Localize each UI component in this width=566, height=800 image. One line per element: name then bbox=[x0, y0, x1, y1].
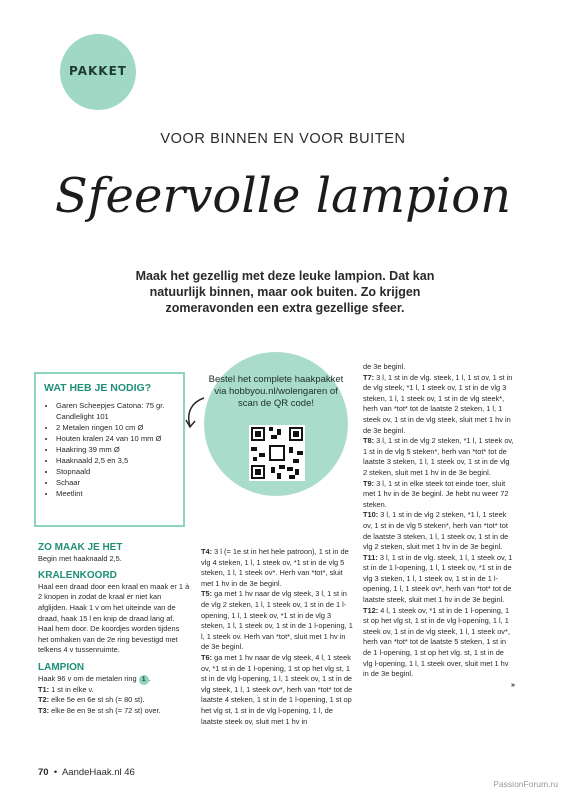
page-title: Sfeervolle lampion bbox=[54, 168, 512, 224]
round-text: 3 l, 1 st in elke steek tot einde toer, sluit met 1 hv in de 3e beginl. Je hebt nu weer 72 steken. bbox=[363, 478, 509, 509]
round-text: Haak 96 v om de metalen ring bbox=[38, 673, 137, 683]
list-item: • Garen Scheepjes Catona: 75 gr. Candlelight 101 bbox=[56, 400, 177, 422]
round-label: T11: bbox=[363, 552, 378, 562]
round-text: 3 l, 1 st in de vlg. steek, 1 l, 1 st ov, 1 st in de vlg steek, *1 l, 1 steek ov, 1 st in de vlg 3 steken, 1 l, 1 steek ov, 1 st in de vlg steek*, herh van *tot* tot de laatste 2 steken, 1 l, 1 steek ov, 1 st in de vlg steek, sluit met 1 hv in de 3e beginl. bbox=[363, 372, 513, 435]
paragraph: Haal een draad door een kraal en maak er 1 à 2 knopen in zodat de kraal er niet kan afglijden. Haak 1 v om het uiteinde van de draad, haak 15 l en knip de draad lang af. Haal hem door. De koordjes worden tijdens het omhaken van de 2e ring bevestigd met telkens 4 v tussenruimte. bbox=[38, 581, 190, 655]
step-badge: 1 bbox=[139, 675, 149, 685]
paragraph bbox=[201, 653, 353, 727]
round-label: T1: bbox=[38, 684, 50, 694]
paragraph bbox=[38, 695, 190, 706]
round-text: ga met 1 hv naar de vlg steek, 4 l, 1 steek ov, *1 st in de 1 l-opening, 1 st op het vlg st, 1 st in de vlg l-opening, 1 l, 1 steek ov, 1 st in de vlg steek, 1 l, 1 steek ov*, herh van *tot* tot de laatste 4 steken, 1 st in de 1 l-opening, 1 st op het vlg st, 1 st in de vlg l-opening, 1 l, de laatste steek ov, sluit met 1 hv in bbox=[201, 652, 353, 726]
order-text: Bestel het complete haakpakket via hobbyou.nl/wolengaren of scan de QR code! bbox=[208, 374, 344, 409]
intro-text: Maak het gezellig met deze leuke lampion. Dat kan natuurlijk binnen, maar ook buiten. Zo krijgen zomeravonden een extra gezellige sfeer. bbox=[135, 269, 435, 315]
paragraph: Haak 96 v om de metalen ring 1 . bbox=[38, 673, 151, 683]
paragraph: Begin met haaknaald 2,5. bbox=[38, 553, 122, 563]
section-heading: KRALENKOORD bbox=[38, 570, 117, 582]
paragraph: de 3e beginl. bbox=[363, 362, 406, 371]
continue-marker: » bbox=[510, 679, 515, 689]
page-footer bbox=[38, 767, 135, 778]
list-item: • Meetlint bbox=[56, 488, 177, 499]
paragraph bbox=[363, 606, 515, 680]
paragraph bbox=[201, 589, 353, 653]
materials-heading: WAT HEB JE NODIG? bbox=[44, 382, 152, 394]
subtitle: VOOR BINNEN EN VOOR BUITEN bbox=[160, 131, 406, 147]
round-label: T9: bbox=[363, 478, 375, 488]
paragraph bbox=[201, 547, 353, 589]
paragraph bbox=[38, 706, 190, 717]
badge-label: PAKKET bbox=[69, 64, 127, 78]
column-2 bbox=[201, 547, 353, 727]
round-text: 3 l, 1 st in de vlg 2 steken, *1 l, 1 steek ov, 1 st in de vlg 5 steken*, herh van *tot* tot de laatste 3 steken, 1 l, 1 steek ov, 1 st in de vlg 2 steken, sluit met 1 hv in de 3e beginl. bbox=[363, 510, 509, 552]
round-text: 1 st in elke v. bbox=[49, 684, 94, 694]
materials-box bbox=[34, 372, 185, 527]
round-text: elke 8e en 9e st sh (= 72 st) over. bbox=[49, 705, 161, 715]
watermark: PassionForum.ru bbox=[493, 779, 558, 789]
round-text: 3 l, 1 st in de vlg. steek, 1 l, 1 steek ov, 1 st in de 1 l-opening, 1 l, 1 steek ov, *1 st in de vlg 3 steken, 1 l, 1 steek ov, 1 st in de 1 l-opening, 1 l, 1 steek ov*, herh van *tot* tot de laatste steek, sluit met 1 hv in de 3e beginl. bbox=[363, 552, 513, 605]
section-heading: LAMPION bbox=[38, 661, 85, 673]
qr-code-icon[interactable] bbox=[249, 425, 305, 481]
column-1 bbox=[38, 543, 190, 716]
section-heading: ZO MAAK JE HET bbox=[38, 542, 123, 553]
list-item: • Stopnaald bbox=[56, 466, 177, 477]
round-label: T7: bbox=[363, 372, 375, 382]
round-text: 3 l (= 1e st in het hele patroon), 1 st in de vlg 4 steken, 1 l, 1 steek ov, *1 st in de vlg 5 steken, 1 l, 1 steek ov*. Herh van *tot*, sluit met 1 hv in de 3e beginl. bbox=[201, 547, 349, 588]
round-text: elke 5e en 6e st sh (= 80 st). bbox=[49, 695, 145, 705]
round-label: T8: bbox=[363, 436, 375, 446]
round-label: T12: bbox=[363, 605, 379, 615]
list-item: • Schaar bbox=[56, 477, 177, 488]
column-3 bbox=[363, 362, 515, 690]
paragraph bbox=[363, 373, 515, 437]
paragraph bbox=[363, 553, 515, 606]
paragraph bbox=[38, 685, 190, 696]
pakket-badge bbox=[60, 34, 136, 110]
round-label: T3: bbox=[38, 705, 50, 715]
round-text: ga met 1 hv naar de vlg steek, 3 l, 1 st in de vlg 2 steken, 1 l, 1 steek ov, 1 st in de 1 l-opening, 1 l, 1 steek ov, *1 st in de vlg 3 steken, 1 l, 1 steek ov, 1 st in de 1 l-opening, 1 l, 1 steek ov. Herh van *tot*, sluit met 1 hv in de 3e beginl. bbox=[201, 589, 353, 652]
list-item: • 2 Metalen ringen 10 cm Ø bbox=[56, 422, 177, 433]
round-label: T6: bbox=[201, 652, 213, 662]
round-label: T4: bbox=[201, 547, 213, 556]
footer-dot-icon: • bbox=[51, 767, 60, 778]
round-label: T10: bbox=[363, 510, 379, 520]
round-label: T5: bbox=[201, 589, 213, 599]
order-circle bbox=[204, 352, 348, 496]
paragraph bbox=[363, 510, 515, 552]
paragraph bbox=[363, 436, 515, 478]
paragraph bbox=[363, 479, 515, 511]
materials-list bbox=[44, 400, 177, 499]
round-text: 4 l, 1 steek ov, *1 st in de 1 l-opening, 1 st op het vlg st, 1 st in de vlg l-opening, 1 l, 1 steek ov, 1 st in de vlg steek, 1 l, 1 steek ov*, herh van *tot* tot de laatste 5 steken, 1 st in de 1 l-opening, 1 st op het vlg. st, 1 st in de vlg l-opening, 1 l, 1 steek over, sluit met 1 hv in de 3e beginl. bbox=[363, 605, 510, 679]
round-label: T2: bbox=[38, 695, 50, 705]
page-number: 70 bbox=[38, 767, 49, 778]
round-text: 3 l, 1 st in de vlg 2 steken, *1 l, 1 steek ov, 1 st in de vlg 5 steken*, herh van *tot* tot de laatste 3 steken, 1 l, 1 steek ov, 1 st in de vlg 2 steken, sluit met 1 hv in de 3e beginl. bbox=[363, 436, 514, 477]
list-item: • Haakring 39 mm Ø bbox=[56, 444, 177, 455]
list-item: • Houten kralen 24 van 10 mm Ø bbox=[56, 433, 177, 444]
footer-source: AandeHaak.nl 46 bbox=[61, 767, 135, 778]
list-item: • Haaknaald 2,5 en 3,5 bbox=[56, 455, 177, 466]
